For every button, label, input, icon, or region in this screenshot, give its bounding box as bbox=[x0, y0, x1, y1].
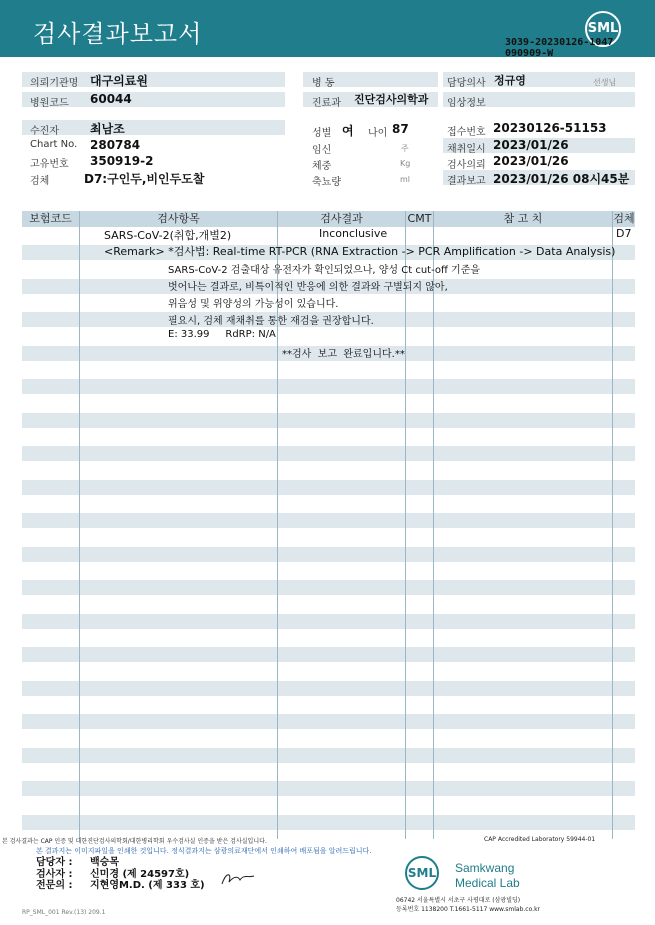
urine-unit: ml bbox=[400, 175, 411, 184]
tester-label: 검사자 : bbox=[36, 869, 73, 880]
reporter-name: 백승목 bbox=[90, 857, 119, 868]
page-title: 검사결과보고서 bbox=[33, 20, 203, 48]
table-row-stripe bbox=[22, 681, 635, 696]
table-row-stripe bbox=[22, 547, 635, 562]
doctor-value: 정규영 bbox=[494, 74, 526, 87]
dept-value: 진단검사의학과 bbox=[354, 93, 429, 106]
ward-label: 병 동 bbox=[312, 78, 335, 89]
pregnancy-label: 임신 bbox=[312, 145, 332, 156]
urine-label: 축뇨량 bbox=[312, 177, 341, 188]
grid-divider bbox=[405, 211, 406, 839]
comment-line: 필요시, 검체 재채취를 통한 재검을 권장합니다. bbox=[168, 316, 374, 327]
test-name: SARS-CoV-2(취합,개별2) bbox=[104, 229, 232, 242]
form-number: RP_SML_001 Rev.(13) 209.1 bbox=[22, 909, 106, 916]
table-row-stripe bbox=[22, 815, 635, 830]
comment-line: 벗어나는 결과로, 비특이적인 반응에 의한 결과와 구별되지 않아, bbox=[168, 282, 448, 293]
specimen-label: 검체 bbox=[30, 176, 50, 187]
samkwang-logo: SML bbox=[405, 856, 439, 890]
hospital-code-label: 병원코드 bbox=[30, 98, 69, 109]
accession-label: 접수번호 bbox=[447, 127, 486, 138]
institution-label: 의뢰기관명 bbox=[30, 78, 79, 89]
th-insurance-code: 보험코드 bbox=[22, 211, 79, 227]
table-row-stripe bbox=[22, 748, 635, 763]
th-cmt: CMT bbox=[407, 212, 432, 225]
table-row-stripe bbox=[22, 714, 635, 729]
remark-line: <Remark> *검사법: Real-time RT-PCR (RNA Extraction -> PCR Amplification -> Data Analysis) bbox=[104, 245, 616, 258]
comment-line: SARS-CoV-2 검출대상 유전자가 확인되었으나, 양성 Ct cut-off 기준을 bbox=[168, 265, 481, 276]
sex-value: 여 bbox=[342, 124, 354, 138]
specialist-label: 전문의 : bbox=[36, 880, 73, 891]
signature-image bbox=[220, 868, 256, 888]
brand-line-2: Medical Lab bbox=[455, 876, 520, 890]
report-label: 결과보고 bbox=[447, 176, 486, 187]
document-number: 3039-20230126-1047 090909-W bbox=[505, 37, 614, 59]
sml-logo: SML bbox=[585, 11, 621, 47]
specialist-name: 지현영M.D. (제 333 호) bbox=[90, 880, 205, 891]
grid-divider bbox=[79, 211, 80, 839]
hospital-code-value: 60044 bbox=[90, 92, 132, 106]
report-complete-note: **검사 보고 완료입니다.** bbox=[282, 349, 405, 360]
patient-label: 수진자 bbox=[30, 126, 59, 137]
table-row-stripe bbox=[22, 513, 635, 528]
report-value: 2023/01/26 08시45분 bbox=[493, 172, 630, 186]
weight-label: 체중 bbox=[312, 161, 332, 172]
table-row-stripe bbox=[22, 647, 635, 662]
dept-label: 진료과 bbox=[312, 98, 341, 109]
th-result: 검사결과 bbox=[278, 211, 405, 227]
table-row-stripe bbox=[22, 413, 635, 428]
comment-line: 위음성 및 위양성의 가능성이 있습니다. bbox=[168, 299, 339, 310]
image-notice: 본 결과지는 이미지파일을 인쇄한 것입니다. 정식결과지는 삼광의료재단에서 인쇄하여 배포됨을 알려드립니다. bbox=[36, 847, 372, 855]
specimen-value: D7:구인두,비인두도찰 bbox=[84, 172, 205, 186]
table-row-stripe bbox=[22, 614, 635, 629]
patient-value: 최남조 bbox=[90, 122, 125, 136]
request-value: 2023/01/26 bbox=[493, 154, 569, 168]
table-row-stripe bbox=[22, 446, 635, 461]
institution-value: 대구의료원 bbox=[90, 74, 148, 88]
clinical-info-label: 임상정보 bbox=[447, 98, 486, 109]
doctor-label: 담당의사 bbox=[447, 78, 486, 89]
table-row-stripe bbox=[22, 580, 635, 595]
th-specimen: 검체 bbox=[613, 212, 635, 225]
age-label: 나이 bbox=[368, 128, 388, 139]
doctor-suffix: 선생님 bbox=[593, 78, 617, 87]
info-band bbox=[22, 120, 285, 135]
brand-line-1: Samkwang bbox=[455, 861, 515, 875]
table-row-stripe bbox=[22, 480, 635, 495]
table-row-stripe bbox=[22, 781, 635, 796]
chart-label: Chart No. bbox=[30, 139, 78, 150]
pregnancy-unit: 주 bbox=[401, 144, 409, 153]
th-test-item: 검사항목 bbox=[80, 211, 277, 227]
ct-values: E: 33.99 RdRP: N/A bbox=[168, 329, 276, 340]
weight-unit: Kg bbox=[400, 159, 411, 168]
accession-value: 20230126-51153 bbox=[493, 121, 607, 135]
grid-divider bbox=[612, 211, 613, 839]
tester-name: 신미경 (제 24597호) bbox=[90, 869, 190, 880]
cap-accreditation: CAP Accredited Laboratory 59944-01 bbox=[484, 836, 596, 843]
sex-label: 성별 bbox=[312, 128, 332, 139]
table-row-stripe bbox=[22, 379, 635, 394]
collect-label: 채취일시 bbox=[447, 144, 486, 155]
lab-address: 06742 서울특별시 서초구 사평대로 (삼광빌딩) bbox=[396, 897, 521, 904]
specimen-code: D7 bbox=[616, 227, 632, 240]
id-value: 350919-2 bbox=[90, 154, 154, 168]
lab-contact: 등록번호 1138200 T.1661-5117 www.smlab.co.kr bbox=[396, 906, 541, 913]
test-result: Inconclusive bbox=[319, 227, 388, 240]
request-label: 검사의뢰 bbox=[447, 160, 486, 171]
chart-value: 280784 bbox=[90, 138, 141, 152]
disclaimer-text: 본 검사결과는 CAP 인증 및 대한진단검사의학회/대한병리학회 우수검사실 인증을 받은 검사실입니다. bbox=[2, 838, 267, 845]
reporter-label: 담당자 : bbox=[36, 857, 73, 868]
age-value: 87 bbox=[392, 122, 409, 136]
collect-value: 2023/01/26 bbox=[493, 138, 569, 152]
grid-divider bbox=[433, 211, 434, 839]
id-label: 고유번호 bbox=[30, 159, 69, 170]
th-reference: 참 고 치 bbox=[434, 211, 612, 227]
